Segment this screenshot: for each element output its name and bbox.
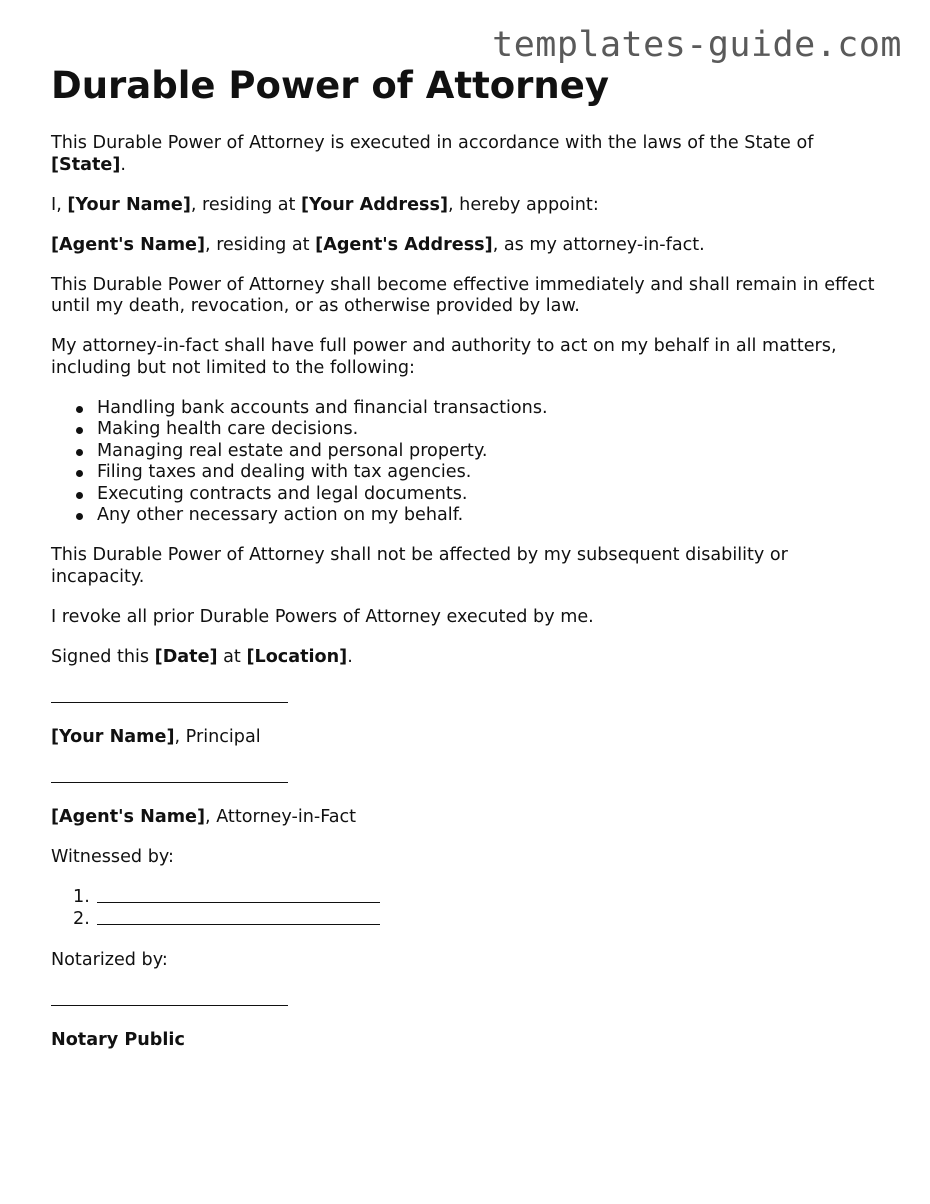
agent-name-placeholder: [Agent's Name] — [51, 234, 206, 255]
witness-signature-line[interactable] — [97, 909, 380, 925]
principal-role: , Principal — [174, 726, 261, 747]
attorney-caption — [51, 807, 881, 829]
notary-public-label: Notary Public — [51, 1030, 185, 1050]
list-item — [73, 909, 881, 932]
list-item: Handling bank accounts and financial transactions. — [97, 398, 881, 420]
document-title: Durable Power of Attorney — [51, 64, 609, 107]
revoke-paragraph: I revoke all prior Durable Powers of Attorney executed by me. — [51, 606, 594, 627]
list-item: Executing contracts and legal documents. — [97, 484, 881, 506]
principal-signature-block — [51, 687, 881, 709]
agent-signature-line[interactable] — [51, 767, 288, 783]
notary-signature-line[interactable] — [51, 990, 288, 1006]
intro-text: This Durable Power of Attorney is executed in accordance with the laws of the State of — [51, 133, 814, 153]
appointment-residing: , residing at — [190, 194, 302, 215]
effective-paragraph: This Durable Power of Attorney shall become effective immediately and shall remain in effect until my death, revocation, or as otherwise provided by law. — [51, 274, 875, 316]
agent-address-placeholder: [Agent's Address] — [315, 234, 493, 255]
notary-public-caption — [51, 1030, 881, 1052]
witness-number: 2. — [73, 909, 90, 929]
your-address-placeholder: [Your Address] — [301, 194, 448, 215]
signed-prefix: Signed this — [51, 646, 155, 667]
list-item: Managing real estate and personal property. — [97, 441, 881, 463]
appointment-suffix: , hereby appoint: — [448, 194, 599, 215]
powers-list — [51, 398, 881, 527]
authority-paragraph: My attorney-in-fact shall have full power and authority to act on my behalf in all matters, including but not limited to the following: — [51, 336, 837, 378]
agent-paragraph — [51, 235, 881, 257]
state-placeholder: [State] — [51, 154, 121, 175]
signed-at: at — [217, 646, 247, 667]
list-item — [73, 886, 881, 910]
principal-name-placeholder: [Your Name] — [51, 726, 175, 747]
agent-signature-block — [51, 767, 881, 789]
signed-paragraph — [51, 647, 881, 669]
disability-paragraph: This Durable Power of Attorney shall not be affected by my subsequent disability or incapacity. — [51, 545, 788, 587]
agent-residing: , residing at — [205, 234, 316, 255]
list-item: Filing taxes and dealing with tax agencies. — [97, 462, 881, 484]
appointment-paragraph — [51, 195, 881, 217]
list-item: Any other necessary action on my behalf. — [97, 505, 881, 527]
agent-suffix: , as my attorney-in-fact. — [492, 234, 705, 255]
your-name-placeholder: [Your Name] — [67, 194, 191, 215]
notary-signature-block — [51, 990, 881, 1012]
principal-caption — [51, 727, 881, 749]
location-placeholder: [Location] — [246, 646, 348, 667]
principal-signature-line[interactable] — [51, 687, 288, 703]
appointment-prefix: I, — [51, 194, 68, 215]
intro-end: . — [120, 154, 126, 175]
attorney-role: , Attorney-in-Fact — [205, 806, 357, 827]
date-placeholder: [Date] — [154, 646, 218, 667]
witnessed-by-label: Witnessed by: — [51, 846, 174, 867]
signed-end: . — [347, 646, 353, 667]
witness-list — [51, 887, 881, 932]
document-body — [51, 133, 881, 1070]
witness-number: 1. — [73, 886, 90, 907]
intro-paragraph — [51, 133, 881, 176]
list-item: Making health care decisions. — [97, 419, 881, 441]
notarized-by-label: Notarized by: — [51, 950, 168, 970]
watermark: templates-guide.com — [492, 25, 902, 65]
attorney-name-placeholder: [Agent's Name] — [51, 806, 206, 827]
witness-signature-line[interactable] — [97, 887, 380, 903]
